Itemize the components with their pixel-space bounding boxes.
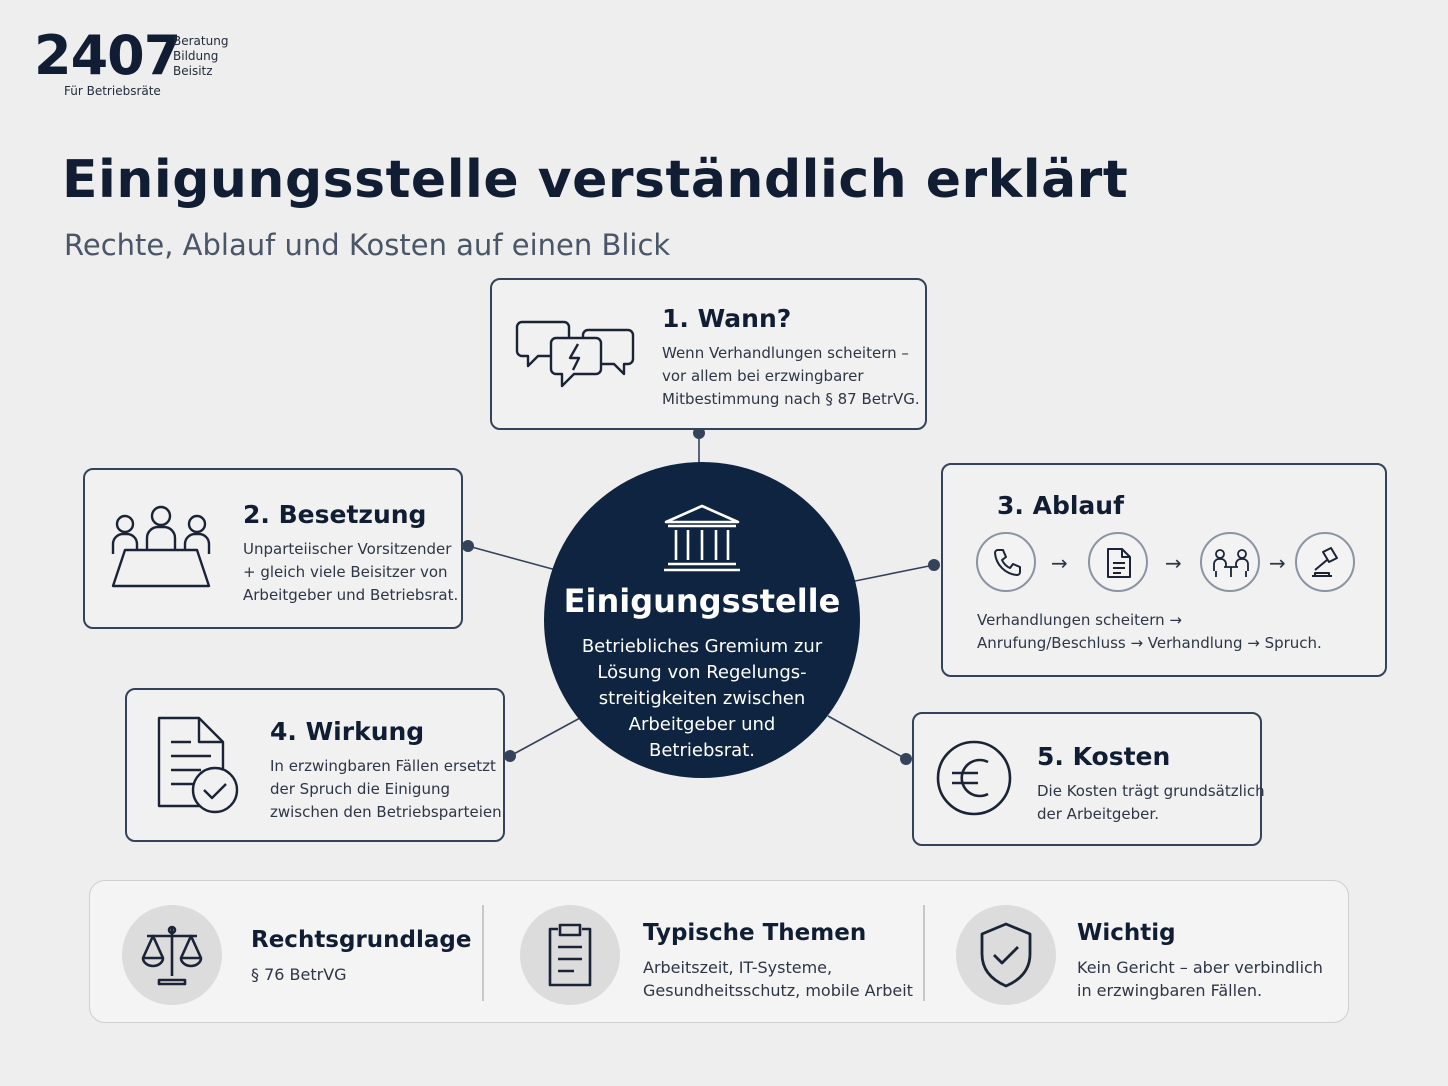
hub-text xyxy=(544,634,860,764)
card-wann xyxy=(490,278,927,430)
wichtig-line: Kein Gericht – aber verbindlich xyxy=(1077,958,1323,977)
card-besetzung-text xyxy=(243,538,458,607)
card-wirkung xyxy=(125,688,505,842)
shield-check-icon xyxy=(978,921,1034,989)
rechtsgrundlage-line: § 76 BetrVG xyxy=(251,965,347,984)
card-besetzung xyxy=(83,468,463,629)
themen-line: Arbeitszeit, IT-Systeme, xyxy=(643,958,833,977)
logo-number: 2407 xyxy=(34,24,181,87)
card-kosten-text xyxy=(1037,780,1265,826)
rechtsgrundlage-title: Rechtsgrundlage xyxy=(251,927,472,953)
page-title: Einigungsstelle verständlich erklärt xyxy=(62,150,1129,210)
themen-line: Gesundheitsschutz, mobile Arbeit xyxy=(643,981,913,1000)
euro-icon xyxy=(936,740,1012,816)
step-anruf xyxy=(976,532,1036,592)
courthouse-icon xyxy=(662,502,742,572)
meeting-table-icon xyxy=(111,504,211,590)
card-ablauf-line: Anrufung/Beschluss → Verhandlung → Spruch. xyxy=(977,634,1322,652)
step-verhandlung xyxy=(1200,532,1260,592)
document-check-icon xyxy=(157,716,241,814)
card-wirkung-title: 4. Wirkung xyxy=(270,717,425,746)
step-arrow: → xyxy=(1269,551,1286,575)
card-wann-title: 1. Wann? xyxy=(662,304,792,333)
logo-tags xyxy=(173,34,228,79)
card-wirkung-line: In erzwingbaren Fällen ersetzt xyxy=(270,757,496,775)
hub-einigungsstelle xyxy=(544,462,860,778)
phone-icon xyxy=(992,548,1022,578)
wichtig-text xyxy=(1077,956,1323,1002)
card-wann-line: Mitbestimmung nach § 87 BetrVG. xyxy=(662,390,920,408)
card-kosten-line: Die Kosten trägt grundsätzlich xyxy=(1037,782,1265,800)
themen-text xyxy=(643,956,913,1002)
card-besetzung-line: + gleich viele Beisitzer von xyxy=(243,563,448,581)
gavel-icon xyxy=(1309,546,1343,580)
people-negotiation-icon xyxy=(1212,549,1250,579)
card-kosten xyxy=(912,712,1265,846)
hub-line: Lösung von Regelungs- xyxy=(597,662,807,683)
step-arrow: → xyxy=(1051,551,1068,575)
card-wirkung-line: der Spruch die Einigung xyxy=(270,780,450,798)
card-besetzung-line: Unparteiischer Vorsitzender xyxy=(243,540,452,558)
card-wirkung-text xyxy=(270,755,506,824)
hub-line: Betriebliches Gremium zur xyxy=(581,636,823,657)
hub-line: streitigkeiten zwischen xyxy=(598,688,806,709)
card-wann-line: Wenn Verhandlungen scheitern – xyxy=(662,344,909,362)
logo-tag-bildung: Bildung xyxy=(173,49,219,63)
card-wirkung-line: zwischen den Betriebsparteien. xyxy=(270,803,507,821)
page-subtitle: Rechte, Ablauf und Kosten auf einen Blick xyxy=(64,228,671,262)
card-kosten-line: der Arbeitgeber. xyxy=(1037,805,1159,823)
clipboard-icon xyxy=(546,921,594,987)
hub-line: Arbeitgeber und xyxy=(628,714,776,735)
wichtig-title: Wichtig xyxy=(1077,920,1176,946)
step-spruch xyxy=(1295,532,1355,592)
scales-icon xyxy=(139,922,205,986)
document-icon xyxy=(1106,547,1132,579)
card-wann-text xyxy=(662,342,920,411)
scales-icon-circle xyxy=(122,905,222,1005)
card-besetzung-line: Arbeitgeber und Betriebsrat. xyxy=(243,586,459,604)
panel-divider xyxy=(482,905,484,1001)
shield-icon-circle xyxy=(956,905,1056,1005)
card-ablauf-line: Verhandlungen scheitern → xyxy=(977,611,1182,629)
rechtsgrundlage-text xyxy=(251,963,347,986)
step-arrow: → xyxy=(1165,551,1182,575)
logo-subline: Für Betriebsräte xyxy=(64,84,161,98)
card-wann-line: vor allem bei erzwingbarer xyxy=(662,367,864,385)
card-ablauf xyxy=(941,463,1387,677)
themen-title: Typische Themen xyxy=(643,920,867,946)
chat-bubbles-icon xyxy=(516,318,636,392)
hub-line: Betriebsrat. xyxy=(649,740,755,761)
card-kosten-title: 5. Kosten xyxy=(1037,742,1171,771)
logo-tag-beratung: Beratung xyxy=(173,34,229,48)
panel-divider xyxy=(923,905,925,1001)
wichtig-line: in erzwingbaren Fällen. xyxy=(1077,981,1263,1000)
clipboard-icon-circle xyxy=(520,905,620,1005)
card-ablauf-title: 3. Ablauf xyxy=(997,491,1124,520)
hub-title: Einigungsstelle xyxy=(563,582,841,620)
info-panel xyxy=(89,880,1349,1023)
card-ablauf-text xyxy=(977,609,1322,655)
logo-tag-beisitz: Beisitz xyxy=(173,64,213,78)
step-beschluss xyxy=(1088,532,1148,592)
card-besetzung-title: 2. Besetzung xyxy=(243,500,427,529)
